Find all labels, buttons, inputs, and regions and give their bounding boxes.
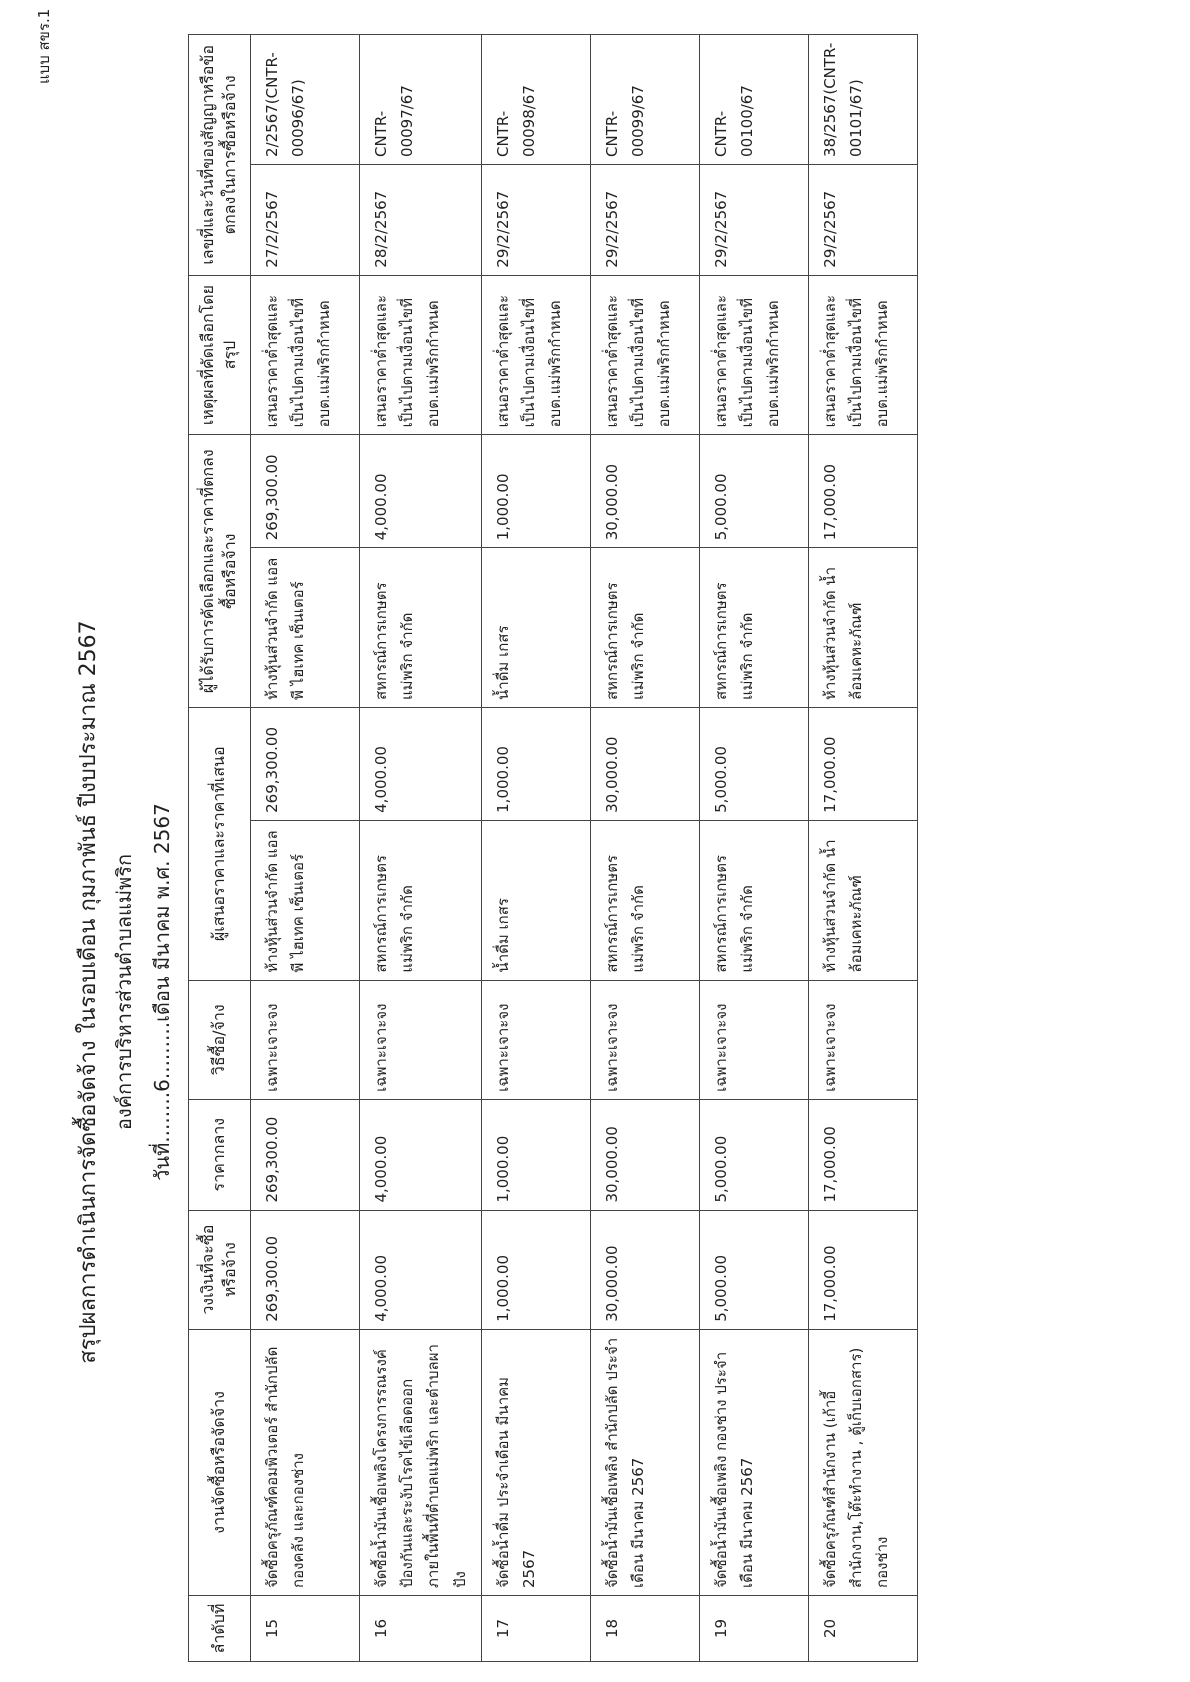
cell-median: 17,000.00 [808,1099,917,1210]
cell-contract-no: CNTR-00097/67 [359,35,481,165]
cell-contract-no: 2/2567(CNTR-00096/67) [250,35,359,165]
cell-bidder: สหกรณ์การเกษตรแม่พริก จำกัด [359,820,481,980]
cell-reason: เสนอราคาต่ำสุดและเป็นไปตามเงื่อนไขที่ อบต.แม่พริกกำหนด [250,275,359,435]
cell-bidder: สหกรณ์การเกษตรแม่พริก จำกัด [590,820,699,980]
cell-method: เฉพาะเจาะจง [359,980,481,1099]
cell-contract-no: CNTR-00099/67 [590,35,699,165]
cell-bid-price: 1,000.00 [481,707,590,820]
cell-date: 29/2/2567 [808,164,917,275]
cell-date: 28/2/2567 [359,164,481,275]
cell-date: 29/2/2567 [481,164,590,275]
cell-bid-price: 17,000.00 [808,707,917,820]
cell-contract-no: CNTR-00098/67 [481,35,590,165]
header-winner: ผู้ได้รับการคัดเลือกและราคาที่ตกลงซื้อหรือจ้าง [189,435,251,708]
report-title: สรุปผลการดำเนินการจัดซื้อจัดจ้าง ในรอบเดือน กุมภาพันธ์ ปีงบประมาณ 2567 [76,620,101,1364]
table-row [250,35,359,1662]
cell-winner: ห้างหุ้นส่วนจำกัด แอล พี ไฮเทค เซ็นเตอร์ [250,548,359,708]
cell-bid-price: 269,300.00 [250,707,359,820]
cell-median: 1,000.00 [481,1099,590,1210]
cell-no: 20 [808,1595,917,1661]
cell-contract-no: 38/2567(CNTR-00101/67) [808,35,917,165]
cell-no: 16 [359,1595,481,1661]
cell-reason: เสนอราคาต่ำสุดและเป็นไปตามเงื่อนไขที่ อบต.แม่พริกกำหนด [481,275,590,435]
cell-budget: 30,000.00 [590,1210,699,1329]
cell-no: 18 [590,1595,699,1661]
cell-method: เฉพาะเจาะจง [699,980,808,1099]
header-method: วิธีซื้อ/จ้าง [189,980,251,1099]
cell-work: จัดซื้อน้ำมันเชื้อเพลิง กองช่าง ประจำเดือน มีนาคม 2567 [699,1329,808,1595]
table-row [699,35,808,1662]
cell-bidder: น้ำดื่ม เกสร [481,820,590,980]
cell-median: 4,000.00 [359,1099,481,1210]
cell-date: 29/2/2567 [590,164,699,275]
cell-median: 269,300.00 [250,1099,359,1210]
cell-winner: น้ำดื่ม เกสร [481,548,590,708]
header-median: ราคากลาง [189,1099,251,1210]
cell-winner: สหกรณ์การเกษตรแม่พริก จำกัด [699,548,808,708]
table-row [359,35,481,1662]
cell-work: จัดซื้อครุภัณฑ์คอมพิวเตอร์ สำนักปลัด กองคลัง และกองช่าง [250,1329,359,1595]
cell-winner: สหกรณ์การเกษตรแม่พริก จำกัด [590,548,699,708]
cell-win-price: 1,000.00 [481,435,590,548]
cell-median: 5,000.00 [699,1099,808,1210]
cell-budget: 269,300.00 [250,1210,359,1329]
cell-budget: 1,000.00 [481,1210,590,1329]
cell-reason: เสนอราคาต่ำสุดและเป็นไปตามเงื่อนไขที่ อบต.แม่พริกกำหนด [808,275,917,435]
form-code: แบบ สขร.1 [35,8,53,84]
cell-bid-price: 30,000.00 [590,707,699,820]
cell-budget: 4,000.00 [359,1210,481,1329]
cell-no: 15 [250,1595,359,1661]
cell-bidder: สหกรณ์การเกษตรแม่พริก จำกัด [699,820,808,980]
cell-method: เฉพาะเจาะจง [590,980,699,1099]
cell-no: 17 [481,1595,590,1661]
cell-median: 30,000.00 [590,1099,699,1210]
cell-bid-price: 5,000.00 [699,707,808,820]
cell-no: 19 [699,1595,808,1661]
header-no: ลำดับที่ [189,1595,251,1661]
table-row [481,35,590,1662]
cell-contract-no: CNTR-00100/67 [699,35,808,165]
cell-win-price: 4,000.00 [359,435,481,548]
cell-method: เฉพาะเจาะจง [481,980,590,1099]
organization-name: องค์การบริหารส่วนตำบลแม่พริก [112,853,136,1131]
cell-reason: เสนอราคาต่ำสุดและเป็นไปตามเงื่อนไขที่ อบต.แม่พริกกำหนด [359,275,481,435]
cell-win-price: 5,000.00 [699,435,808,548]
cell-reason: เสนอราคาต่ำสุดและเป็นไปตามเงื่อนไขที่ อบต.แม่พริกกำหนด [590,275,699,435]
cell-work: จัดซื้อน้ำมันเชื้อเพลิง สำนักปลัด ประจำเดือน มีนาคม 2567 [590,1329,699,1595]
cell-date: 29/2/2567 [699,164,808,275]
cell-work: จัดซื้อครุภัณฑ์สำนักงาน (เก้าอี้สำนักงาน,โต๊ะทำงาน , ตู้เก็บเอกสาร) กองช่าง [808,1329,917,1595]
cell-winner: ห้างหุ้นส่วนจำกัด น้ำล้อมเคหะภัณฑ์ [808,548,917,708]
cell-bidder: ห้างหุ้นส่วนจำกัด น้ำล้อมเคหะภัณฑ์ [808,820,917,980]
cell-work: จัดซื้อน้ำมันเชื้อเพลิงโครงการรณรงค์ป้องกันและระงับโรคไข้เลือดออกภายในพื้นที่ตำบลแม่พริก และตำบลผาปัง [359,1329,481,1595]
cell-work: จัดซื้อน้ำดื่ม ประจำเดือน มีนาคม 2567 [481,1329,590,1595]
table-row [808,35,917,1662]
procurement-table [188,34,918,1662]
cell-win-price: 30,000.00 [590,435,699,548]
cell-win-price: 17,000.00 [808,435,917,548]
header-bidders: ผู้เสนอราคาและราคาที่เสนอ [189,707,251,980]
cell-date: 27/2/2567 [250,164,359,275]
header-budget: วงเงินที่จะซื้อหรือจ้าง [189,1210,251,1329]
cell-win-price: 269,300.00 [250,435,359,548]
cell-bid-price: 4,000.00 [359,707,481,820]
cell-winner: สหกรณ์การเกษตรแม่พริก จำกัด [359,548,481,708]
table-header-row [189,35,251,1662]
header-reason: เหตุผลที่คัดเลือกโดยสรุป [189,275,251,435]
cell-method: เฉพาะเจาะจง [808,980,917,1099]
cell-reason: เสนอราคาต่ำสุดและเป็นไปตามเงื่อนไขที่ อบต.แม่พริกกำหนด [699,275,808,435]
table-row [590,35,699,1662]
cell-bidder: ห้างหุ้นส่วนจำกัด แอล พี ไฮเทค เซ็นเตอร์ [250,820,359,980]
header-contract: เลขที่และวันที่ของสัญญาหรือข้อตกลงในการซื้อหรือจ้าง [189,35,251,276]
cell-budget: 17,000.00 [808,1210,917,1329]
cell-method: เฉพาะเจาะจง [250,980,359,1099]
cell-budget: 5,000.00 [699,1210,808,1329]
header-work: งานจัดซื้อหรือจัดจ้าง [189,1329,251,1595]
report-date: วันที่........6.........เดือน มีนาคม พ.ศ. 2567 [150,803,174,1181]
